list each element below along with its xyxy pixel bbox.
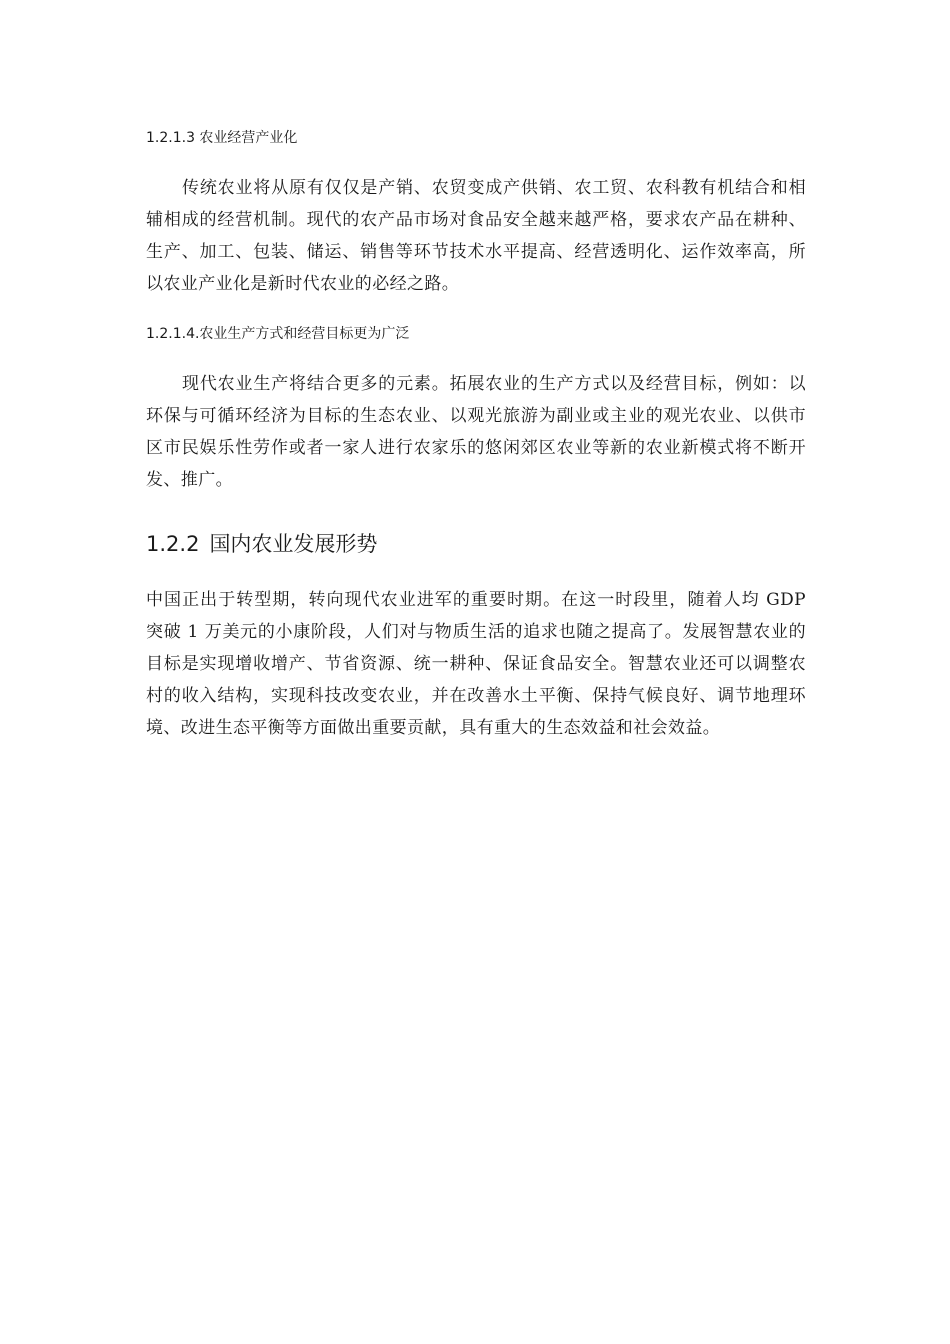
section-paragraph-1-2-1-3: 传统农业将从原有仅仅是产销、农贸变成产供销、农工贸、农科教有机结合和相辅相成的经营机制。现代的农产品市场对食品安全越来越严格，要求农产品在耕种、生产、加工、包装、储运、销售等环节技术水平提高、经营透明化、运作效率高，所以农业产业化是新时代农业的必经之路。 [146,178,806,294]
section-paragraph-1-2-2: 中国正出于转型期，转向现代农业进军的重要时期。在这一时段里，随着人均 GDP 突破 1 万美元的小康阶段，人们对与物质生活的追求也随之提高了。发展智慧农业的目标是实现增收增产、节省资源、统一耕种、保证食品安全。智慧农业还可以调整农村的收入结构，实现科技改变农业，并在改善水土平衡、保持气候良好、调节地理环境、改进生态平衡等方面做出重要贡献，具有重大的生态效益和社会效益。 [146,590,806,738]
section-paragraph-1-2-1-4: 现代农业生产将结合更多的元素。拓展农业的生产方式以及经营目标，例如：以环保与可循环经济为目标的生态农业、以观光旅游为副业或主业的观光农业、以供市区市民娱乐性劳作或者一家人进行农家乐的悠闲郊区农业等新的农业新模式将不断开发、推广。 [146,374,806,490]
section-heading-1-2-1-4: 1.2.1.4.农业生产方式和经营目标更为广泛 [146,326,410,342]
section-title: 国内农业发展形势 [209,532,378,556]
section-heading-1-2-1-3: 1.2.1.3 农业经营产业化 [146,130,298,146]
section-heading-1-2-2 [146,530,806,558]
section-number: 1.2.2 [146,532,200,556]
document-body [146,128,806,744]
